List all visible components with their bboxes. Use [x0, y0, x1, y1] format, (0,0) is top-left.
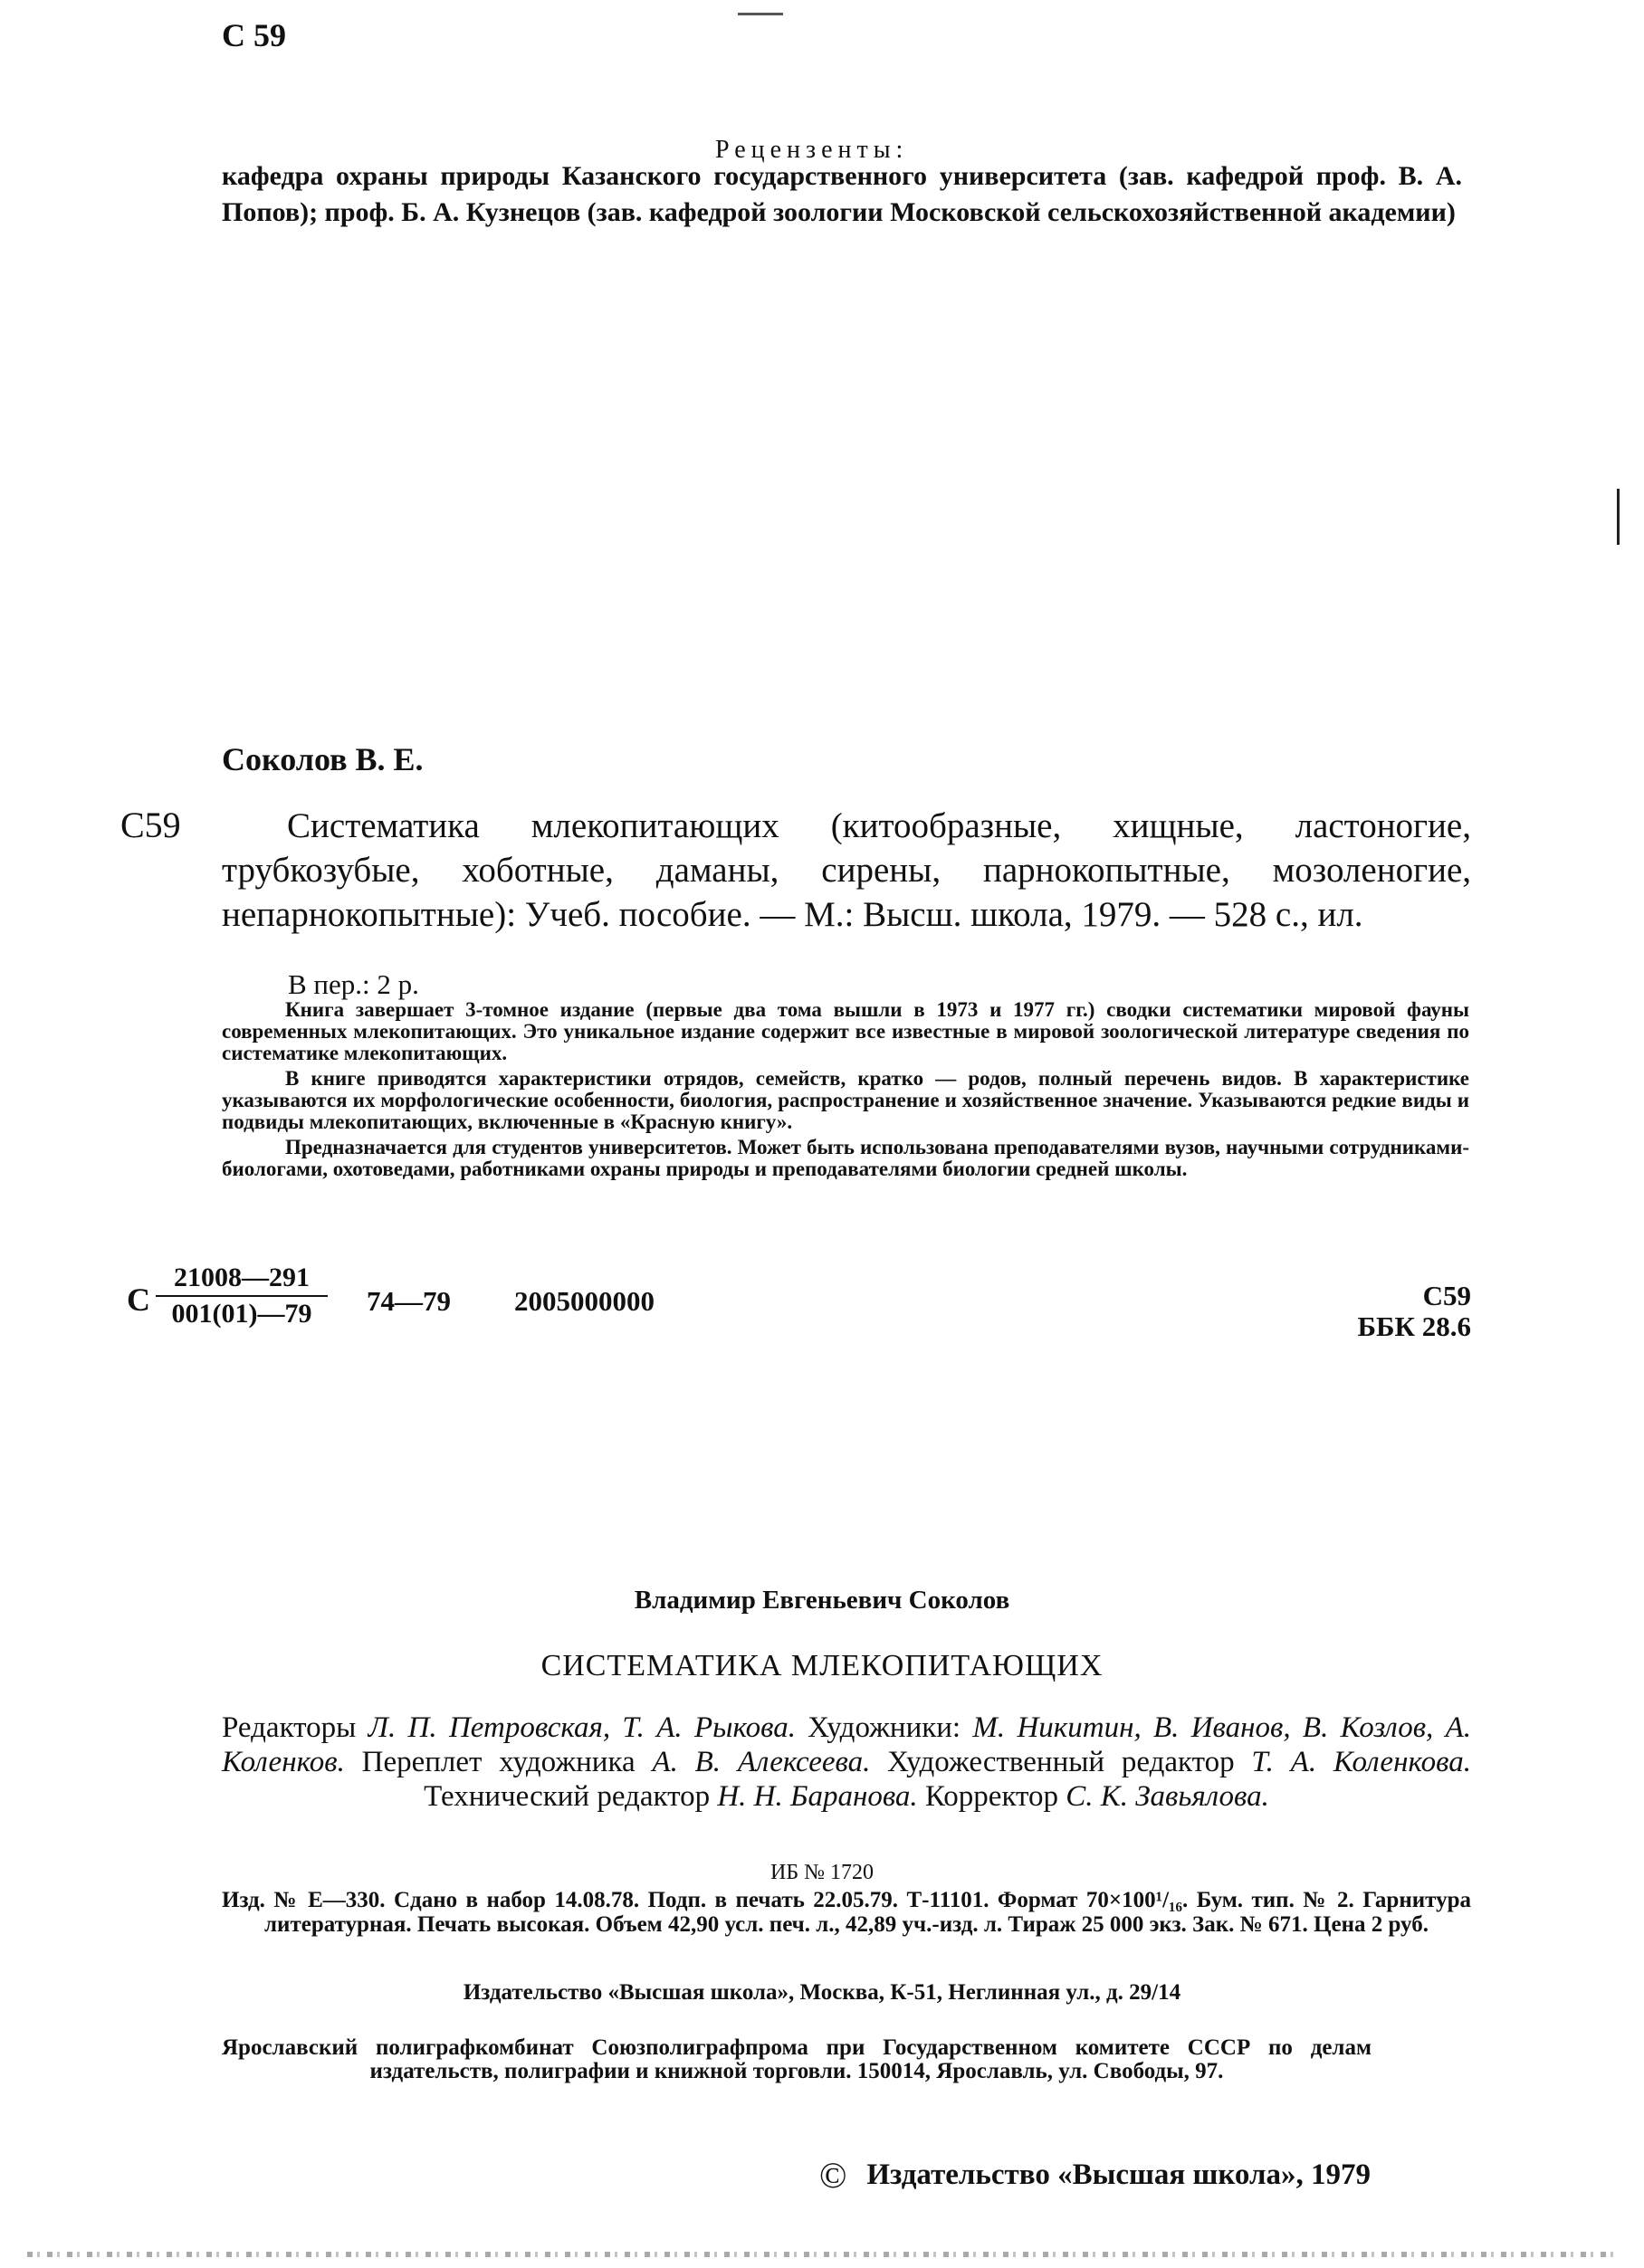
credit-person: С. К. Завьялова.: [1066, 1780, 1269, 1813]
annotation-paragraph: Предназначается для студентов университетов. Может быть использована преподавателями вузов, научными сотрудниками-биологами, охотоведами, работниками охраны природы и преподавателями биологии средней школы.: [222, 1136, 1469, 1180]
annotation-paragraph: Книга завершает 3-томное издание (первые два тома вышли в 1973 и 1977 гг.) сводки систематики мировой фауны современных млекопитающих. Это уникальное издание содержит все известные в мировой зоологической литературе сведения по систематике млекопитающих.: [222, 998, 1469, 1064]
credit-role: Художники:: [795, 1711, 973, 1744]
credit-role: Корректор: [917, 1780, 1066, 1813]
imprint-author: Владимир Евгеньевич Соколов: [634, 1586, 1010, 1615]
scan-mark-top: [738, 13, 783, 15]
ib-number: ИБ № 1720: [769, 1861, 874, 1884]
catalog-card-author: Соколов В. Е.: [222, 741, 424, 777]
annotation: [222, 999, 1469, 1184]
reviewers-text: кафедра охраны природы Казанского государственного университета (зав. кафедрой проф. В. А. Попов); проф. Б. А. Кузнецов (зав. кафедрой зоологии Московской сельскохозяйственной академии): [222, 161, 1462, 227]
catalog-card-code: С59: [120, 805, 181, 845]
credit-person: А. В. Алексеева.: [652, 1746, 871, 1778]
margin-mark: [1617, 489, 1620, 545]
classification-code-74: 74—79: [367, 1285, 451, 1317]
classification-fraction: [156, 1263, 328, 1329]
credit-person: М. Никитин, В. Иванов, В. Козлов, А. Коленков.: [222, 1711, 1472, 1778]
classification-right-code: С59: [1422, 1280, 1471, 1311]
classification-code-2005: 2005000000: [514, 1285, 655, 1317]
annotation-paragraph: В книге приводятся характеристики отрядов, семейств, кратко — родов, полный перечень видов. В характеристике указываются их морфологические особенности, биология, распространение и хозяйственное значение. Указываются редкие виды и подвиды млекопитающих, включенные в «Красную книгу».: [222, 1067, 1469, 1133]
classification-denominator: 001(01)—79: [171, 1299, 312, 1329]
credit-role: Редакторы: [222, 1711, 368, 1744]
credit-person: Т. А. Коленкова.: [1251, 1746, 1471, 1778]
catalog-card-title: Систематика млекопитающих (китообразные, хищные, ластоногие, трубкозубые, хоботные, даманы, сирены, парнокопытные, мозоленогие, непарнокопытные): Учеб. пособие. — М.: Высш. школа, 1979. — 528 с., ил.: [222, 806, 1471, 934]
catalog-card-price: В пер.: 2 р.: [288, 968, 419, 1000]
reviewers-heading: Рецензенты:: [715, 136, 909, 164]
copyright-line: [819, 2154, 1371, 2197]
fraction-line: [156, 1295, 328, 1297]
credit-person: Л. П. Петровская, Т. А. Рыкова.: [368, 1711, 796, 1744]
classification-numerator: 21008—291: [174, 1263, 310, 1292]
credit-role: Переплет художника: [344, 1746, 653, 1778]
imprint-credits: [222, 1711, 1471, 1814]
credit-person: Н. Н. Баранова.: [717, 1780, 918, 1813]
print-details: Изд. № Е—330. Сдано в набор 14.08.78. Подп. в печать 22.05.79. Т-11101. Формат 70×100¹/₁₆. Бум. тип. № 2. Гарнитура литературная. Печать высокая. Объем 42,90 усл. печ. л., 42,89 уч.-изд. л. Тираж 25 000 экз. Зак. № 671. Цена 2 руб.: [222, 1888, 1471, 1937]
imprint-title: СИСТЕМАТИКА МЛЕКОПИТАЮЩИХ: [540, 1649, 1104, 1682]
copyright-text: Издательство «Высшая школа», 1979: [866, 2158, 1371, 2191]
scan-edge-noise: [27, 2252, 1620, 2257]
classification-right: [1286, 1281, 1471, 1342]
credit-role: Художественный редактор: [870, 1746, 1252, 1778]
credit-role: Технический редактор: [424, 1780, 718, 1813]
catalog-code-top: С 59: [222, 17, 286, 53]
copyright-icon: ©: [819, 2155, 847, 2196]
classification-letter: С: [127, 1282, 150, 1318]
printer-info: Ярославский полиграфкомбинат Союзполиграфпрома при Государственном комитете СССР по делам издательств, полиграфии и книжной торговли. 150014, Ярославль, ул. Свободы, 97.: [222, 2035, 1372, 2083]
bbk-code: ББК 28.6: [1357, 1310, 1471, 1342]
publisher-address: Издательство «Высшая школа», Москва, К-51, Неглинная ул., д. 29/14: [463, 1980, 1181, 2005]
